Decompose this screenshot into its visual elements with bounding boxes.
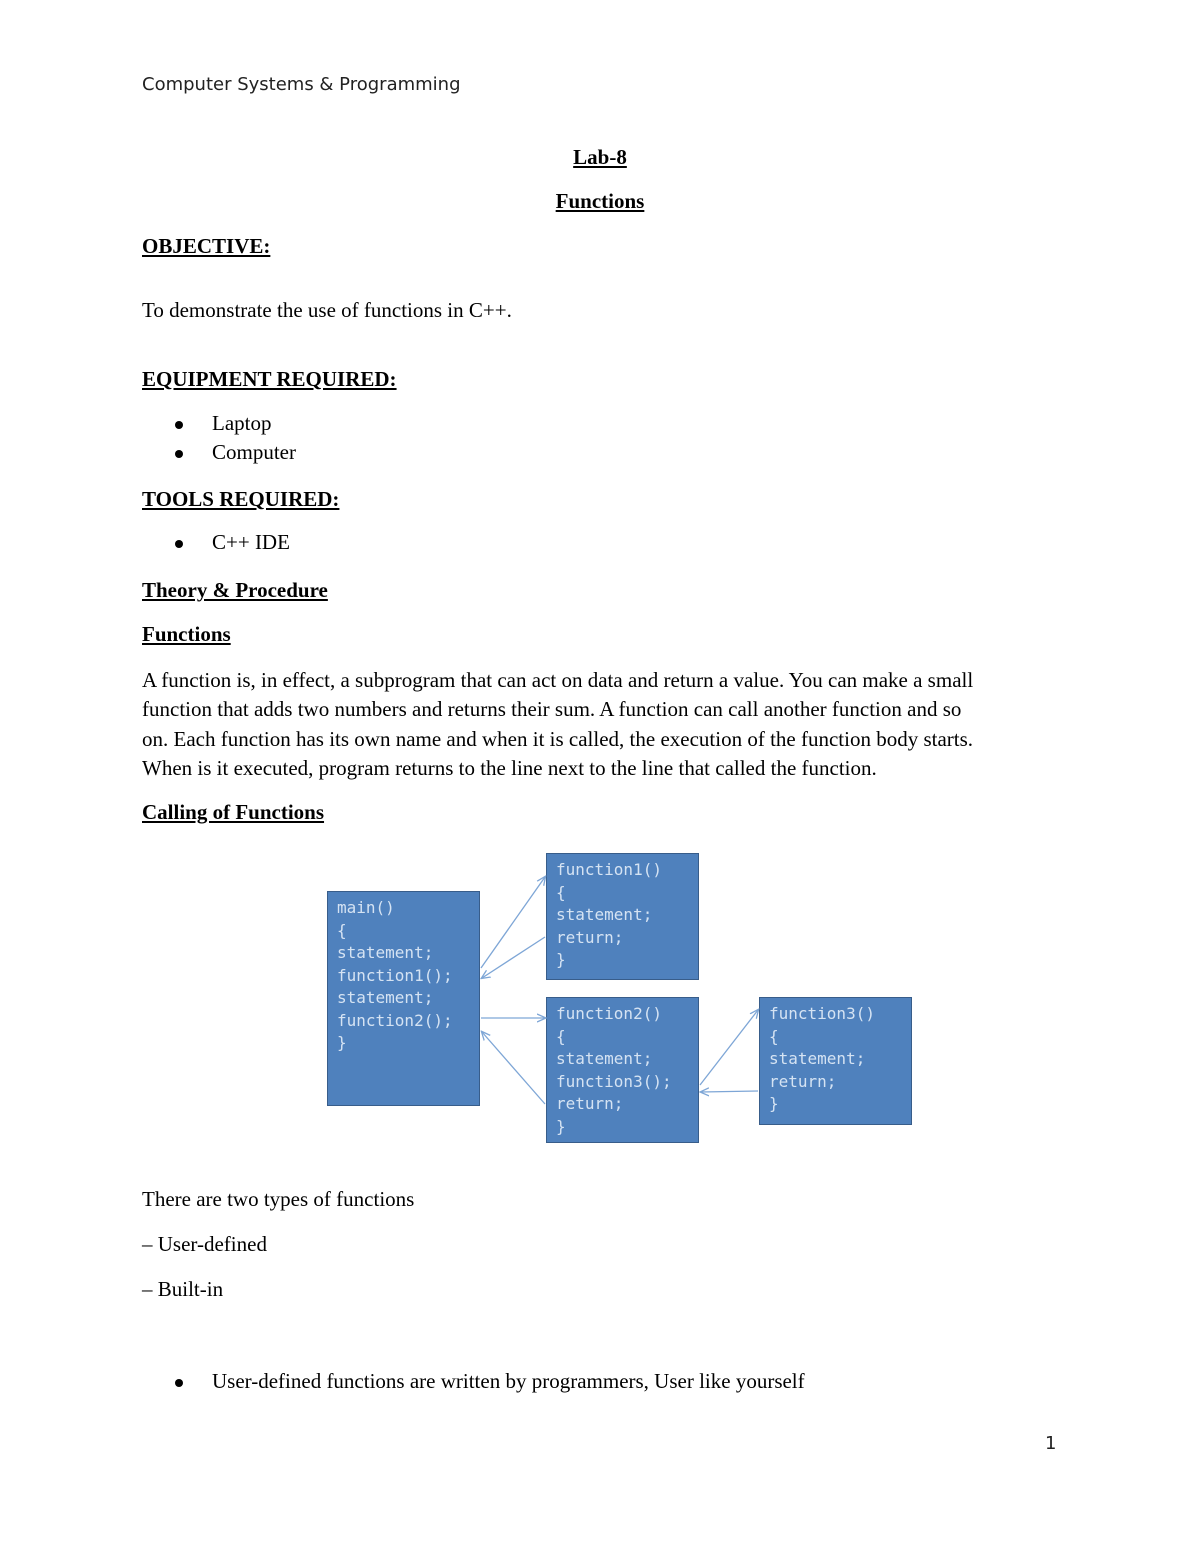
function3-code: function3() { statement; return; } (769, 1004, 875, 1113)
paragraph-line: on. Each function has its own name and when it is called, the execution of the function body starts. (142, 726, 974, 751)
functions-heading: Functions (142, 622, 231, 646)
objective-heading: OBJECTIVE: (142, 234, 271, 258)
arrow-function2-return (482, 1032, 545, 1104)
arrow-function3-return (701, 1091, 758, 1092)
bullet-icon (175, 1379, 183, 1387)
type-built-in: – Built-in (142, 1277, 224, 1301)
paragraph-line: A function is, in effect, a subprogram that can act on data and return a value. You can make a small (142, 668, 974, 692)
lab-title: Lab-8 (573, 145, 627, 169)
arrow-main-to-function1 (481, 877, 545, 968)
types-intro: There are two types of functions (142, 1187, 415, 1211)
lab-subtitle: Functions (555, 189, 645, 213)
equipment-heading: EQUIPMENT REQUIRED: (142, 367, 397, 391)
function1-code: function1() { statement; return; } (556, 860, 662, 969)
type-user-defined: – User-defined (142, 1232, 267, 1256)
main-code: main() { statement; function1(); statement; function2(); } (337, 898, 453, 1052)
running-header: Computer Systems & Programming (142, 74, 461, 95)
arrow-function2-to-function3 (700, 1010, 758, 1085)
calling-heading: Calling of Functions (142, 800, 325, 824)
arrow-function1-return (482, 937, 545, 978)
tools-heading: TOOLS REQUIRED: (142, 487, 340, 511)
paragraph-line: When is it executed, program returns to the line next to the line that called the function. (142, 755, 877, 780)
list-item-text: User-defined functions are written by programmers, User like yourself (212, 1369, 805, 1393)
objective-text: To demonstrate the use of functions in C++. (142, 298, 512, 322)
list-item-text: Computer (212, 440, 296, 464)
theory-heading: Theory & Procedure (142, 578, 328, 602)
paragraph-line: function that adds two numbers and returns their sum. A function can call another function and so (142, 697, 962, 722)
list-item-text: C++ IDE (212, 530, 290, 554)
function2-code: function2() { statement; function3(); return; } (556, 1004, 672, 1136)
page-number: 1 (1045, 1433, 1057, 1454)
list-item-text: Laptop (212, 411, 272, 435)
